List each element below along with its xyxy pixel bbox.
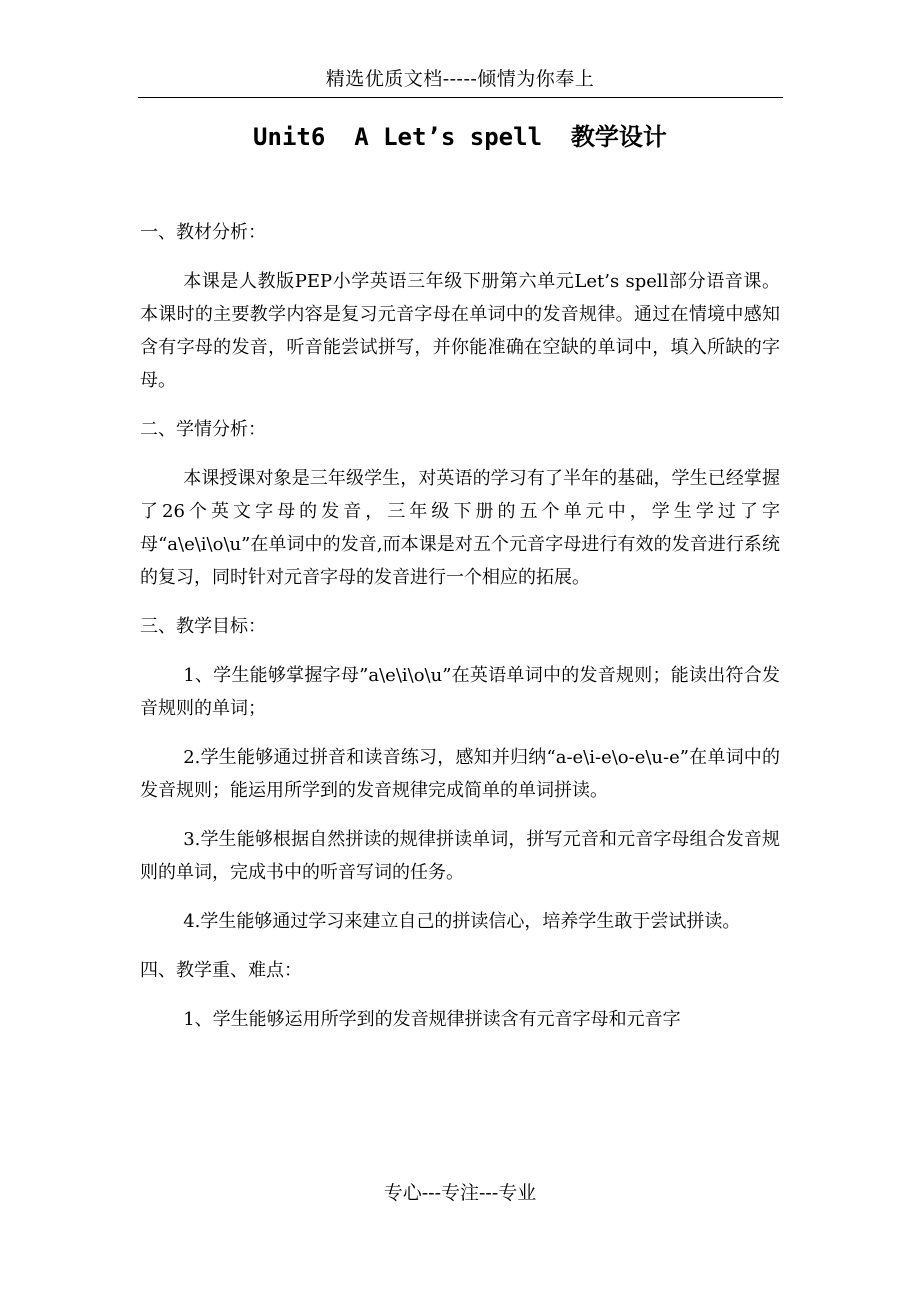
- paragraph: 2.学生能够通过拼音和读音练习，感知并归纳“a-e\i-e\o-e\u-e”在单词中的发音规则；能运用所学到的发音规律完成简单的单词拼读。: [140, 747, 780, 801]
- document-body: [140, 216, 780, 1052]
- section-heading-teaching-objectives: 三、教学目标：: [140, 616, 266, 637]
- header-divider: [138, 97, 783, 98]
- paragraph: 3.学生能够根据自然拼读的规律拼读单词，拼写元音和元音字母组合发音规则的单词，完成书中的听音写词的任务。: [140, 829, 780, 883]
- section-heading-student-analysis: 二、学情分析：: [140, 419, 266, 440]
- section-heading-key-points: 四、教学重、难点：: [140, 960, 302, 981]
- paragraph: 1、学生能够运用所学到的发音规律拼读含有元音字母和元音字: [183, 1009, 681, 1030]
- paragraph: 4.学生能够通过学习来建立自己的拼读信心，培养学生敢于尝试拼读。: [183, 911, 741, 932]
- paragraph: 本课授课对象是三年级学生，对英语的学习有了半年的基础，学生已经掌握了26个英文字母的发音，三年级下册的五个单元中，学生学过了字母“a\e\i\o\u”在单词中的发音,而本课是对五个元音字母进行有效的发音进行系统的复习，同时针对元音字母的发音进行一个相应的拓展。: [140, 468, 780, 588]
- page-footer: 专心---专注---专业: [383, 1182, 537, 1204]
- section-heading-textbook-analysis: 一、教材分析：: [140, 222, 266, 243]
- paragraph: 本课是人教版PEP小学英语三年级下册第六单元Let’s spell部分语音课。本课时的主要教学内容是复习元音字母在单词中的发音规律。通过在情境中感知含有字母的发音，听音能尝试拼写，并你能准确在空缺的单词中，填入所缺的字母。: [140, 271, 780, 391]
- paragraph: 1、学生能够掌握字母”a\e\i\o\u”在英语单词中的发音规则；能读出符合发音规则的单词；: [140, 665, 780, 719]
- document-title: Unit6 A Let’s spell 教学设计: [253, 123, 667, 151]
- page-header: 精选优质文档-----倾情为你奉上: [325, 68, 595, 90]
